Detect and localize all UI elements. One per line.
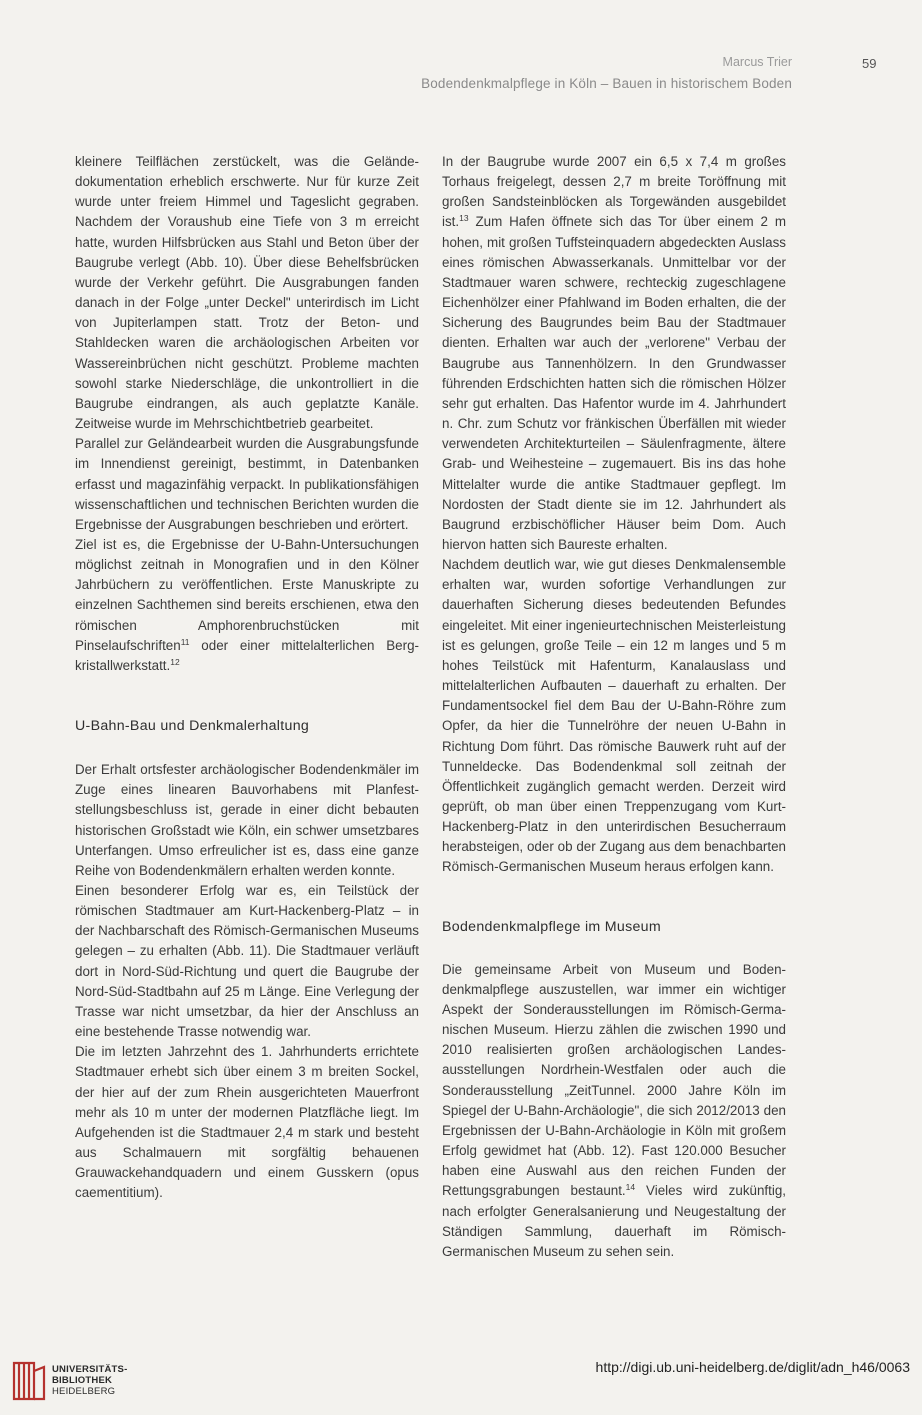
paragraph: Die im letzten Jahrzehnt des 1. Jahrhunderts errichtete Stadtmauer erhebt sich über einem 3 m breiten Sockel, der hier auf der zum Rhein ausgerichteten Mauerfront mehr als 10 m unter der modernen Platzfläche liegt. Im Aufgehenden ist die Stadtmauer 2,4 m stark und besteht aus Schalmauern mit sorgfältig behauenen Grauwackehandquadern und einem Gusskern (opus caementitium). <box>75 1044 419 1201</box>
paragraph <box>75 535 419 676</box>
header-author: Marcus Trier <box>722 55 792 69</box>
section-heading: U-Bahn-Bau und Denkmalerhaltung <box>75 718 310 735</box>
footnote-ref: 14 <box>625 1182 636 1193</box>
library-logo-text <box>52 1364 127 1397</box>
footnote-ref: 13 <box>459 213 469 224</box>
logo-line: UNIVERSITÄTS- <box>52 1364 128 1375</box>
library-logo[interactable] <box>10 1359 140 1403</box>
paragraph: Parallel zur Geländearbeit wurden die Ausgrabungsfunde im Innendienst gereinigt, bestimmt, in Datenbanken erfasst und magazinfähig verpackt. In publikationsfähigen wissenschaftlichen und technischen Berichten wurden die Ergebnisse der Ausgrabungen beschrieben und erörtert. <box>75 436 419 532</box>
left-column <box>75 152 419 1204</box>
running-header <box>400 54 792 94</box>
right-column <box>442 152 786 1262</box>
paragraph-text: In der Baugrube wurde 2007 ein 6,5 x 7,4 m großes Torhaus freigelegt, dessen 2,7 m breite Toröffnung mit großen Sandsteinblöcken als Torgewänden ausgebildet ist. <box>442 154 786 230</box>
paragraph <box>442 152 786 555</box>
page-number: 59 <box>862 56 877 71</box>
paragraph-text: oder einer mittelalterlichen Bergkristallwerkstatt. <box>75 637 419 673</box>
paragraph: Einen besonderer Erfolg war es, ein Teilstück der römischen Stadtmauer am Kurt-Hackenberg-Platz – in der Nachbarschaft des Römisch-Germanischen Museums gelegen – zu erhalten (Abb. 11). Die Stadtmauer verläuft dort in Nord-Süd-Richtung und quert die Baugrube der Nord-Süd-Stadtbahn auf 25 m Länge. Eine Verlegung der Trasse war nicht umsetzbar, da hier der Anschluss an eine bestehende Trasse notwendig war. <box>75 883 419 1040</box>
logo-line: BIBLIOTHEK <box>52 1375 113 1386</box>
paragraph-text: Ziel ist es, die Ergebnisse der U-Bahn-Untersuchungen möglichst zeitnah in Monografien und in den Kölner Jahrbüchern zu veröffentlichen. Erste Manuskripte zu einzelnen Sachthemen sind bereits erschienen, etwa den römischen Amphorenbruchstücken mit Pinselaufschriften <box>75 536 419 653</box>
paragraph: kleinere Teilflächen zerstückelt, was die Geländedokumentation erheblich erschwerte. Nur für kurze Zeit wurde unter freiem Himmel und Tageslicht gegraben. Nachdem der Voraushub eine Tiefe von 3 m erreicht hatte, wurden Hilfsbrücken aus Stahl und Beton über der Baugrube verlegt (Abb. 10). Über diese Behelfsbrücken wurde der Verkehr geführt. Die Ausgrabungen fanden danach in der Folge „unter Deckel" unterirdisch im Licht von Jupiterlampen statt. Trotz der Beton- und Stahldecken waren die archäologischen Arbeiten vor Wassereinbrüchen nicht geschützt. Probleme machten sowohl starke Niederschläge, die unkontrolliert in die Baugrube eindrangen, als auch geplatzte Kanäle. Zeitweise wurde im Mehrschichtbetrieb gearbeitet. <box>75 154 419 432</box>
logo-line: HEIDELBERG <box>52 1386 116 1397</box>
footnote-ref: 12 <box>170 656 180 667</box>
paragraph: Der Erhalt ortsfester archäologischer Bodendenkmäler im Zuge eines linearen Bauvorhabens mit Planfeststellungsbeschluss ist, gerade in einer dicht bebauten historischen Großstadt wie Köln, ein schwer umsetzbares Unterfangen. Umso erfreulicher ist es, dass eine ganze Reihe von Bodendenkmälern erhalten werden konnte. <box>75 762 419 878</box>
header-title: Bodendenkmalpflege in Köln – Bauen in historischem Boden <box>421 76 792 91</box>
paragraph-text: Zum Hafen öffnete sich das Tor über einem 2 m hohen, mit großen Tuffsteinquadern abgedeckten Auslass eines römischen Abwasserkanals. Unmittelbar vor der Stadtmauer waren schwere, rechteckig zugeschlagene Eichenhölzer einer Pfahlwand im Boden erhalten, die der Sicherung des Baugrundes beim Bau der Stadtmauer dienten. Erhalten war auch der „verlorene" Verbau der Baugrube aus Tannenhölzern. In den Grundwasser führenden Erdschichten hatten sich die römischen Hölzer sehr gut erhalten. Das Hafentor wurde im 4. Jahrhundert n. Chr. zum Schutz vor fränkischen Überfällen mit wieder verwendeten Architekturteilen – Säulenfragmente, ältere Grab- und Weihesteine – zugemauert. Bis ins das hohe Mittelalter wurde die antike Stadtmauer gepflegt. Im Nordosten der Stadt diente sie im 12. Jahrhundert als Baugrund erzbischöflicher Häuser beim Dom. Auch hiervon hatten sich Baureste erhalten. <box>442 214 786 552</box>
paragraph: Nachdem deutlich war, wie gut dieses Denkmalensemble erhalten war, wurden sofortige Verhandlungen zur dauerhaften Sicherung dieses bedeutenden Befundes eingeleitet. Mit einer ingenieurtechnischen Meisterleistung ist es gelungen, große Teile – ein 12 m langes und 5 m hohes Teilstück mit Hafenturm, Kanalauslass und mittelalterlichen Aufbauten – dauerhaft zu erhalten. Der Fundamentsockel fiel dem Bau der U-Bahn-Röhre zum Opfer, da hier die Tunnelröhre der neuen U-Bahn in Richtung Dom führt. Das römische Bauwerk ruht auf der Tunneldecke. Das Bodendenkmal soll zeitnah der Öffentlichkeit zugänglich gemacht werden. Derzeit wird geprüft, ob man über einen Treppenzugang vom Kurt-Hackenberg-Platz in den unterirdischen Besucherraum herabsteigen, oder ob der Zugang aus dem benachbarten Römisch-Germanischen Museum heraus erfolgen kann. <box>442 557 786 875</box>
footnote-ref: 11 <box>180 636 190 647</box>
library-logo-icon <box>10 1359 48 1403</box>
paragraph-text: Die gemeinsame Arbeit von Museum und Bodendenkmalpflege auszustellen, war immer ein wichtiger Aspekt der Sonderausstellungen im Römisch-Germanischen Museum. Hierzu zählen die zwischen 1990 und 2010 realisierten großen archäologischen Landesausstellungen Nordrhein-Westfalen oder auch die Sonderausstellung „ZeitTunnel. 2000 Jahre Köln im Spiegel der U-Bahn-Archäologie", die sich 2012/2013 den Ergebnissen der U-Bahn-Archäologie in Köln mit großem Erfolg gewidmet hat (Abb. 12). Fast 120.000 Besucher haben eine Auswahl aus den reichen Funden der Rettungsgrabungen bestaunt. <box>442 961 786 1199</box>
section-heading: Bodendenkmalpflege im Museum <box>442 918 661 935</box>
digitization-url[interactable]: http://digi.ub.uni-heidelberg.de/diglit/adn_h46/0063 <box>595 1359 910 1375</box>
paragraph <box>442 960 786 1262</box>
paragraph-text: Vieles wird zukünftig, nach erfolgter Generalsanierung und Neugestaltung der Ständigen Sammlung, dauerhaft im Römisch-Germanischen Museum zu sehen sein. <box>442 1183 786 1259</box>
